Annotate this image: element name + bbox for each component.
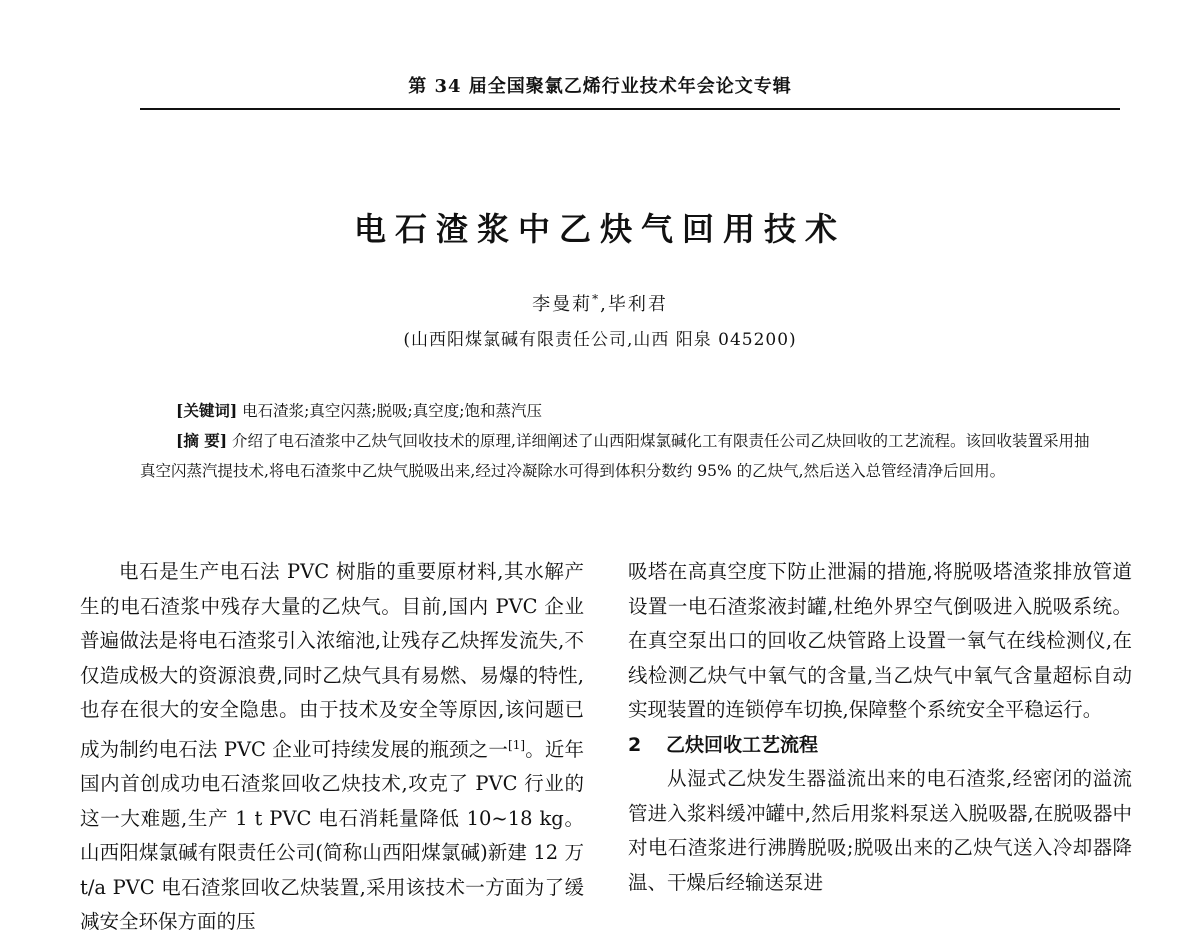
abstract-label: [摘 要]	[176, 431, 228, 450]
abstract-block	[140, 396, 1100, 486]
left-column	[80, 555, 584, 940]
keywords-text: 电石渣浆;真空闪蒸;脱吸;真空度;饱和蒸汽压	[242, 402, 542, 420]
paper-title: 电石渣浆中乙炔气回用技术	[353, 210, 846, 248]
keywords-line	[140, 396, 1100, 426]
keywords-label: [关键词]	[176, 401, 238, 420]
right-column	[628, 555, 1132, 900]
running-head: 第 34 届全国聚氯乙烯行业技术年会论文专辑	[408, 76, 792, 97]
right-paragraph-2: 从湿式乙炔发生器溢流出来的电石渣浆,经密闭的溢流管进入浆料缓冲罐中,然后用浆料泵送入脱吸器,在脱吸器中对电石渣浆进行沸腾脱吸;脱吸出来的乙炔气送入冷却器降温、干燥后经输送泵进	[628, 767, 1132, 894]
abstract-text: 介绍了电石渣浆中乙炔气回收技术的原理,详细阐述了山西阳煤氯碱化工有限责任公司乙炔回收的工艺流程。该回收装置采用抽真空闪蒸汽提技术,将电石渣浆中乙炔气脱吸出来,经过冷凝除水可得到体积分数约 95% 的乙炔气,然后送入总管经清净后回用。	[140, 432, 1090, 480]
section-number: 2	[628, 733, 642, 756]
author-name-2: ,毕利君	[600, 294, 668, 315]
corresponding-author-mark: *	[592, 292, 601, 306]
abstract-line	[140, 426, 1100, 486]
section-title: 乙炔回收工艺流程	[666, 733, 819, 756]
header-rule	[140, 108, 1120, 110]
intro-text-a: 电石是生产电石法 PVC 树脂的重要原材料,其水解产生的电石渣浆中残存大量的乙炔气。目前,国内 PVC 企业普遍做法是将电石渣浆引入浓缩池,让残存乙炔挥发流失,不仅造成极大的资源浪费,同时乙炔气具有易燃、易爆的特性,也存在很大的安全隐患。由于技术及安全等原因,该问题已成为制约电石法 PVC 企业可持续发展的瓶颈之一	[80, 560, 584, 761]
affiliation: (山西阳煤氯碱有限责任公司,山西 阳泉 045200)	[403, 330, 797, 350]
citation-1: [1]	[508, 737, 526, 752]
section-heading	[628, 728, 1132, 763]
intro-text-b: 。近年国内首创成功电石渣浆回收乙炔技术,攻克了 PVC 行业的这一大难题,生产 1 t PVC 电石消耗量降低 10~18 kg。山西阳煤氯碱有限责任公司(简称山西阳煤氯碱)新建 12 万 t/a PVC 电石渣浆回收乙炔装置,采用该技术一方面为了缓减安全环保方面的压	[80, 737, 584, 933]
author-line	[0, 290, 1200, 316]
intro-paragraph	[80, 555, 584, 940]
right-paragraph-1: 吸塔在高真空度下防止泄漏的措施,将脱吸塔渣浆排放管道设置一电石渣浆液封罐,杜绝外界空气倒吸进入脱吸系统。在真空泵出口的回收乙炔管路上设置一氧气在线检测仪,在线检测乙炔气中氧气的含量,当乙炔气中氧气含量超标自动实现装置的连锁停车切换,保障整个系统安全平稳运行。	[628, 560, 1132, 721]
author-name: 李曼莉	[532, 294, 593, 315]
